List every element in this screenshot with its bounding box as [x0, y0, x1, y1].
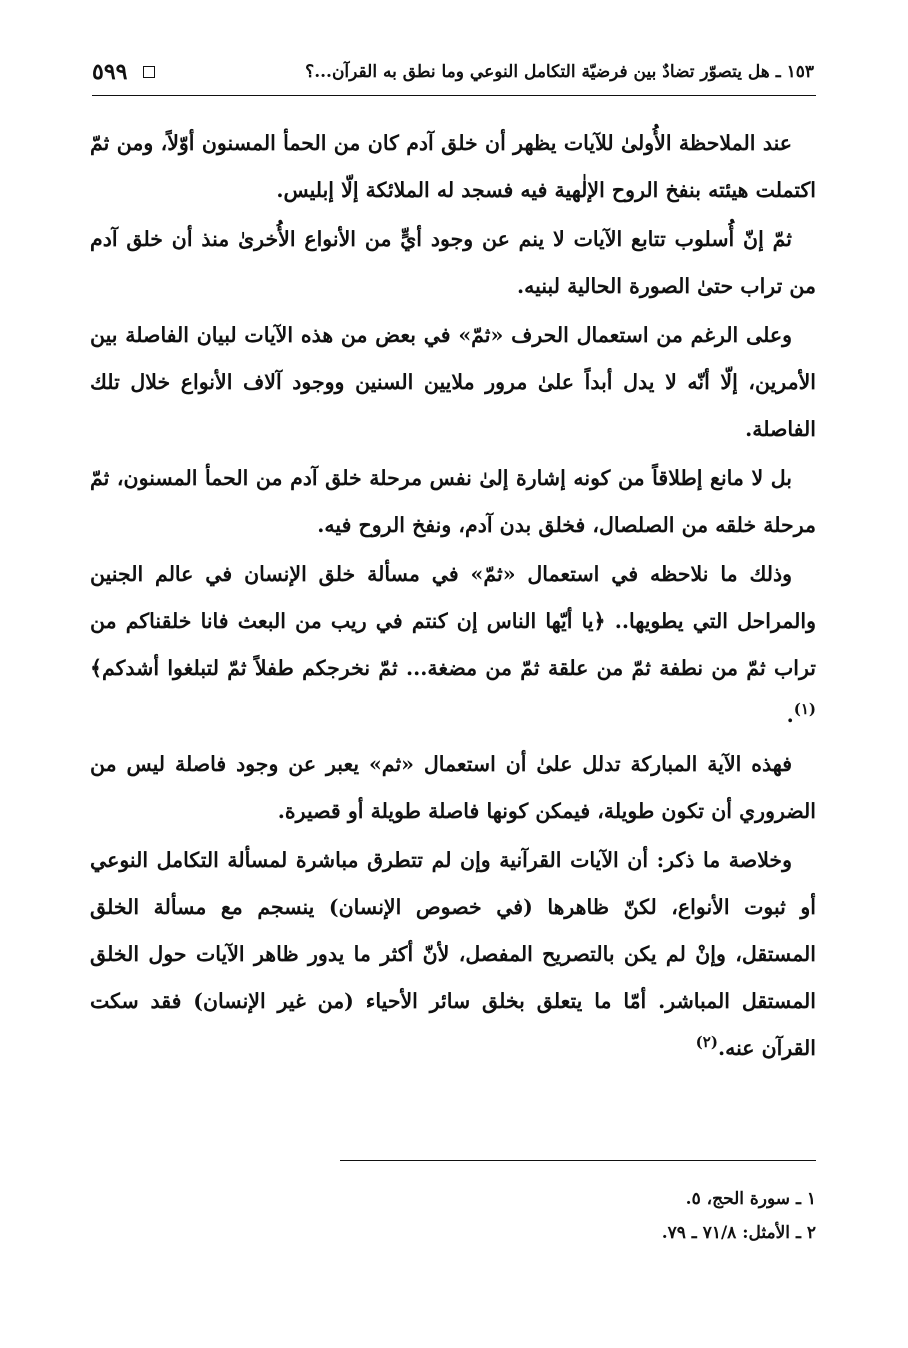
footnote-1: ١ ـ سورة الحج، ٥. [685, 1189, 816, 1209]
paragraph-5: وذلك ما نلاحظه في استعمال «ثمّ» في مسألة خلق الإنسان في عالم الجنين والمراحل التي يطويها.. ﴿يا أيّها الناس إن كنتم في ريب من البعث فانا خلقناكم من تراب ثمّ من نطفة ثمّ من علقة ثمّ من مضغة... ثمّ نخرجكم طفلاً ثمّ لتبلغوا أشدكم﴾ [90, 562, 816, 680]
paragraph-1: عند الملاحظة الأُولىٰ للآيات يظهر أن خلق آدم كان من الحمأ المسنون أوّلاً، ومن ثمّ اكتملت هيئته بنفخ الروح الإلٰهية فيه فسجد له الملائكة إلّا إبليس. [90, 131, 816, 202]
paragraph-2: ثمّ إنّ أُسلوب تتابع الآيات لا ينم عن وجود أيٍّ من الأنواع الأُخرىٰ منذ أن خلق آدم من تراب حتىٰ الصورة الحالية لبنيه. [90, 227, 816, 298]
footnote-2: ٢ ـ الأمثل: ٧١/٨ ـ ٧٩. [661, 1223, 816, 1243]
running-title: ١٥٣ ـ هل يتصوّر تضادٌ بين فرضيّة التكامل النوعي وما نطق به القرآن...؟ [305, 62, 814, 82]
paragraph-7-container [90, 837, 816, 1072]
paragraph-3: وعلى الرغم من استعمال الحرف «ثمّ» في بعض من هذه الآيات لبيان الفاصلة بين الأمرين، إلّا أنّه لا يدل أبداً علىٰ مرور ملايين السنين ووجود آلاف الأنواع خلال تلك الفاصلة. [90, 323, 816, 441]
footnote-rule [340, 1160, 816, 1161]
paragraph-6: فهذه الآية المباركة تدلل علىٰ أن استعمال «ثم» يعبر عن وجود فاصلة ليس من الضروري أن تكون طويلة، فيمكن كونها فاصلة طويلة أو قصيرة. [90, 752, 816, 823]
paragraph-7: وخلاصة ما ذكر: أن الآيات القرآنية وإن لم تتطرق مباشرة لمسألة التكامل النوعي أو ثبوت الأنواع، لكنّ ظاهرها (في خصوص الإنسان) ينسجم مع مسألة الخلق المستقل، وإنْ لم يكن بالتصريح المفصل، لأنّ أكثر ما يدور ظاهر الآيات حول الخلق المستقل المباشر. أمّا ما يتعلق بخلق سائر الأحياء (من غير الإنسان) فقد سكت القرآن عنه. [90, 848, 816, 1060]
header-rule [92, 95, 816, 96]
header-left-group [92, 59, 155, 85]
page-number: ٥٩٩ [92, 59, 128, 85]
page-header [92, 52, 814, 92]
main-text [90, 120, 816, 1074]
footnote-ref-2: (٢) [695, 1033, 718, 1052]
footnote-ref-1-tail: . [786, 703, 794, 727]
square-icon [143, 66, 155, 78]
paragraph-5-container [90, 551, 816, 739]
footnote-ref-1: (١) [793, 700, 816, 719]
paragraph-4: بل لا مانع إطلاقاً من كونه إشارة إلىٰ نفس مرحلة خلق آدم من الحمأ المسنون، ثمّ مرحلة خلقه من الصلصال، فخلق بدن آدم، ونفخ الروح فيه. [90, 466, 816, 537]
footnotes [340, 1182, 816, 1250]
